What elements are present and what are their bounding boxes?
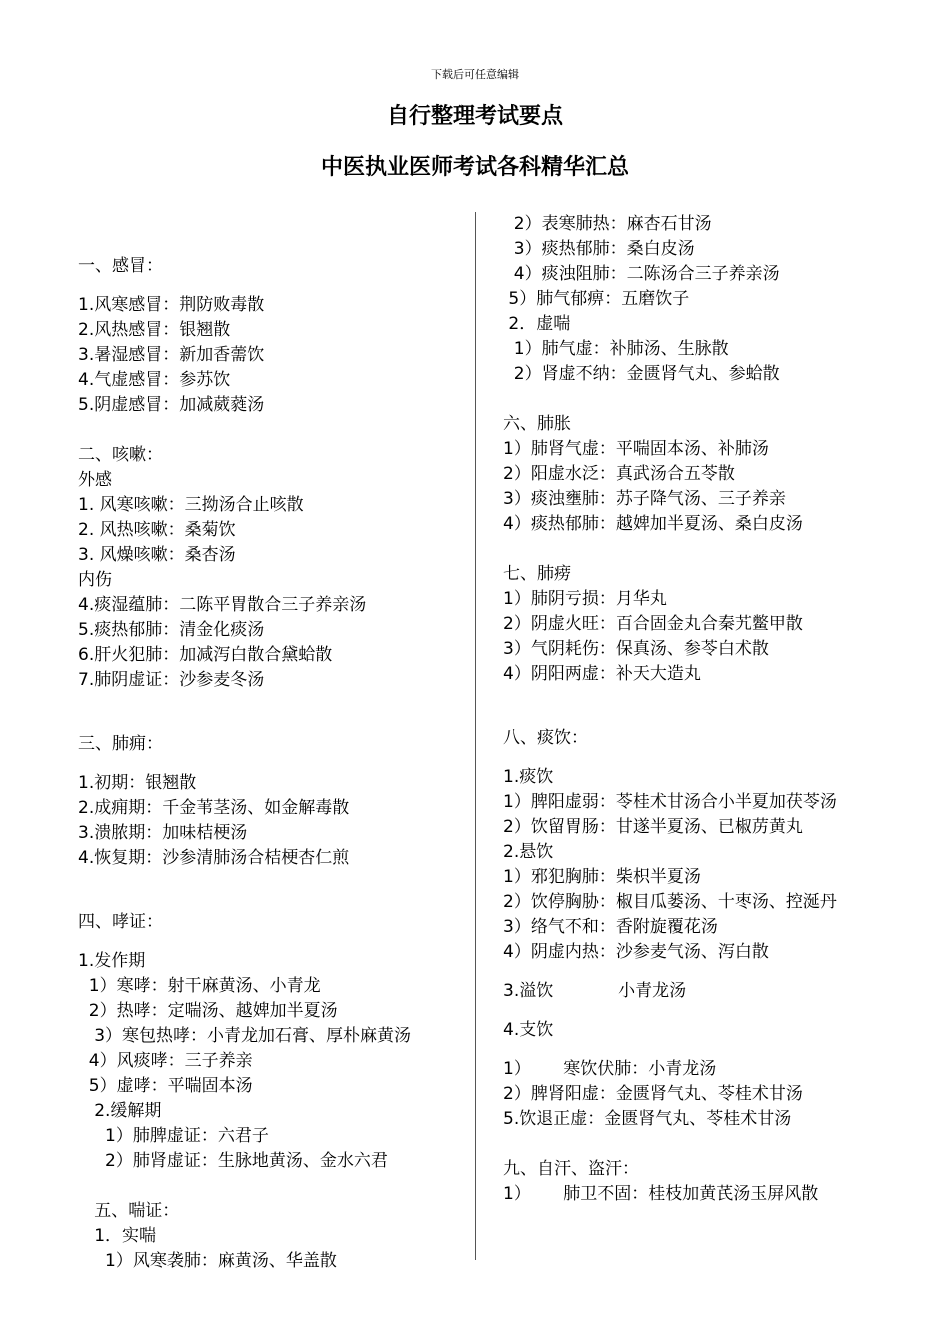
- list-item: 1）肺脾虚证：六君子: [78, 1126, 269, 1146]
- column-divider: [475, 212, 476, 1260]
- list-item: 3）寒包热哮：小青龙加石膏、厚朴麻黄汤: [78, 1026, 412, 1046]
- list-item: 1）肺阴亏损：月华丸: [503, 589, 667, 609]
- list-item: 1. 风寒咳嗽：三拗汤合止咳散: [78, 495, 304, 515]
- list-item: 5.痰热郁肺：清金化痰汤: [78, 620, 265, 640]
- section-phlegm-fluid: [503, 726, 903, 1132]
- list-item: 4.恢复期：沙参清肺汤合桔梗杏仁煎: [78, 848, 350, 868]
- list-item: 5）肺气郁痹：五磨饮子: [503, 289, 690, 309]
- list-item: 2.风热感冒：银翘散: [78, 320, 231, 340]
- list-item: 3）痰热郁肺：桑白皮汤: [503, 239, 695, 259]
- section-heading: 三、肺痈：: [78, 734, 163, 754]
- list-item: 2）饮留胃肠：甘遂半夏汤、已椒苈黄丸: [503, 817, 803, 837]
- section-lung-abscess: [78, 732, 468, 871]
- list-item: 1） 寒饮伏肺：小青龙汤: [503, 1059, 717, 1079]
- list-item: 5.饮退正虚：金匮肾气丸、苓桂术甘汤: [503, 1109, 792, 1129]
- list-item: 1）脾阳虚弱：苓桂术甘汤合小半夏加茯苓汤: [503, 792, 837, 812]
- list-item: 4）阴阳两虚：补天大造丸: [503, 664, 701, 684]
- section-dyspnea: [78, 1199, 468, 1274]
- section-heading: 二、咳嗽：: [78, 445, 163, 465]
- document-title: 自行整理考试要点: [386, 104, 563, 129]
- list-item: 4.痰湿蕴肺：二陈平胃散合三子养亲汤: [78, 595, 367, 615]
- header-note: 下载后可任意编辑: [431, 68, 519, 81]
- section-lung-distension: [503, 412, 903, 537]
- document-subtitle: 中医执业医师考试各科精华汇总: [320, 155, 629, 180]
- list-item: 1）肺肾气虚：平喘固本汤、补肺汤: [503, 439, 769, 459]
- right-column: [503, 212, 903, 1207]
- list-item: 1）风寒袭肺：麻黄汤、华盖散: [78, 1251, 337, 1271]
- list-item: 1）邪犯胸肺：柴枳半夏汤: [503, 867, 701, 887]
- section-heading: 四、哮证：: [78, 912, 163, 932]
- list-item: 3）络气不和：香附旋覆花汤: [503, 917, 718, 937]
- subsection-label: 2．虚喘: [503, 314, 571, 334]
- list-item: 1）肺气虚：补肺汤、生脉散: [503, 339, 729, 359]
- section-heading: 八、痰饮：: [503, 728, 588, 748]
- left-column: [78, 254, 468, 1274]
- list-item: 5.阴虚感冒：加减葳蕤汤: [78, 395, 265, 415]
- list-item: 2）饮停胸胁：椒目瓜蒌汤、十枣汤、控涎丹: [503, 892, 837, 912]
- list-item: 7.肺阴虚证：沙参麦冬汤: [78, 670, 265, 690]
- section-asthma: [78, 910, 468, 1174]
- subsection-label: 4.支饮: [503, 1020, 554, 1040]
- list-item: 4）痰热郁肺：越婢加半夏汤、桑白皮汤: [503, 514, 803, 534]
- subsection-label: 1．实喘: [78, 1226, 157, 1246]
- section-heading: 九、自汗、盗汗：: [503, 1159, 639, 1179]
- section-heading: 六、肺胀: [503, 414, 571, 434]
- list-item: 4）痰浊阻肺：二陈汤合三子养亲汤: [503, 264, 780, 284]
- section-common-cold: [78, 254, 468, 418]
- list-item: 4.气虚感冒：参苏饮: [78, 370, 231, 390]
- list-item: 3）痰浊壅肺：苏子降气汤、三子养亲: [503, 489, 786, 509]
- section-sweating: [503, 1157, 903, 1207]
- list-item: 2.成痈期：千金苇茎汤、如金解毒散: [78, 798, 350, 818]
- list-item: 1） 肺卫不固：桂枝加黄芪汤玉屏风散: [503, 1184, 819, 1204]
- list-item: 3.暑湿感冒：新加香薷饮: [78, 345, 265, 365]
- list-item: 2）肺肾虚证：生脉地黄汤、金水六君: [78, 1151, 388, 1171]
- list-item: 2.缓解期: [78, 1101, 162, 1121]
- list-item: 1）寒哮：射干麻黄汤、小青龙: [78, 976, 321, 996]
- section-heading: 五、喘证：: [78, 1201, 180, 1221]
- section-dyspnea-continued: [503, 212, 903, 387]
- subsection-label: 3.溢饮 小青龙汤: [503, 981, 687, 1001]
- list-item: 4）阴虚内热：沙参麦气汤、泻白散: [503, 942, 769, 962]
- subsection-label: 1.痰饮: [503, 767, 554, 787]
- list-item: 2）肾虚不纳：金匮肾气丸、参蛤散: [503, 364, 780, 384]
- list-item: 2）脾肾阳虚：金匮肾气丸、苓桂术甘汤: [503, 1084, 803, 1104]
- list-item: 5）虚哮：平喘固本汤: [78, 1076, 253, 1096]
- subsection-label: 外感: [78, 470, 112, 490]
- list-item: 2）阳虚水泛：真武汤合五苓散: [503, 464, 735, 484]
- list-item: 2）热哮：定喘汤、越婢加半夏汤: [78, 1001, 338, 1021]
- list-item: 2）表寒肺热：麻杏石甘汤: [503, 214, 712, 234]
- list-item: 3）气阴耗伤：保真汤、参苓白术散: [503, 639, 769, 659]
- section-tuberculosis: [503, 562, 903, 687]
- list-item: 6.肝火犯肺：加减泻白散合黛蛤散: [78, 645, 333, 665]
- list-item: 3.溃脓期：加味桔梗汤: [78, 823, 248, 843]
- section-heading: 一、感冒：: [78, 256, 163, 276]
- list-item: 1.发作期: [78, 951, 146, 971]
- list-item: 1.风寒感冒：荆防败毒散: [78, 295, 265, 315]
- subsection-label: 内伤: [78, 570, 112, 590]
- list-item: 1.初期：银翘散: [78, 773, 197, 793]
- section-cough: [78, 443, 468, 693]
- list-item: 2. 风热咳嗽：桑菊饮: [78, 520, 236, 540]
- subsection-label: 2.悬饮: [503, 842, 554, 862]
- list-item: 4）风痰哮：三子养亲: [78, 1051, 253, 1071]
- list-item: 2）阴虚火旺：百合固金丸合秦艽鳖甲散: [503, 614, 803, 634]
- section-heading: 七、肺痨: [503, 564, 571, 584]
- list-item: 3. 风燥咳嗽：桑杏汤: [78, 545, 236, 565]
